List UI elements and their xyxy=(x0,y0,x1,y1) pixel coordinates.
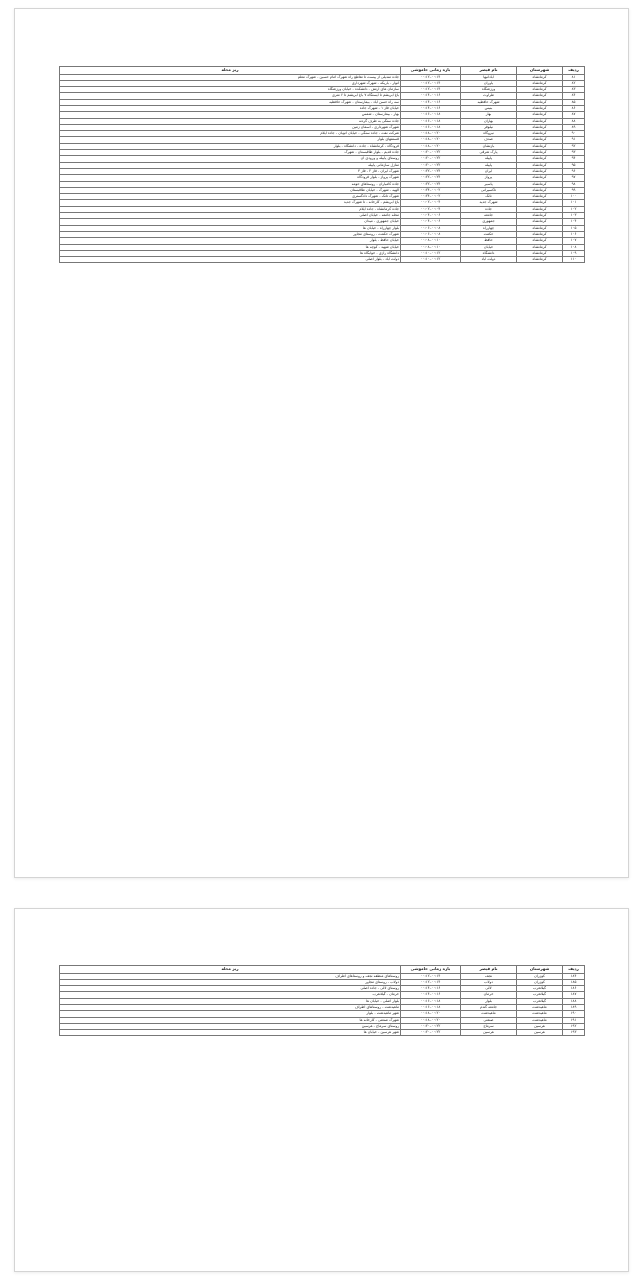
cell-time: ۰۰:۱۴–۰۰:۱۶ xyxy=(401,992,461,998)
cell-name: پاییله xyxy=(461,156,517,162)
cell-radif: ۸۷ xyxy=(563,112,585,118)
cell-radif: ۹۴ xyxy=(563,156,585,162)
cell-name: جامعه گندم xyxy=(461,1004,517,1010)
cell-desc: خیابان حافظ - بلوار xyxy=(60,238,401,244)
cell-time: ۰۰:۱۲–۰۰:۱۴ xyxy=(401,87,461,93)
cell-desc: دولت آباد - بلوار اصلی xyxy=(60,257,401,263)
cell-desc: روستاهای منطقه نجف و روستاهای اطراف xyxy=(60,973,401,979)
header-shahrestan: شهرستان xyxy=(517,966,563,974)
cell-shahrestan: کرمانشاه xyxy=(517,238,563,244)
cell-shahrestan: هرسین xyxy=(517,1030,563,1036)
cell-time: ۰۰:۱۸–۰۰:۲۰ xyxy=(401,143,461,149)
cell-name: بهار xyxy=(461,112,517,118)
cell-desc: شهرک تانک - شهرک دادگستری xyxy=(60,194,401,200)
cell-shahrestan: کرمانشاه xyxy=(517,250,563,256)
cell-time: ۰۰:۰۸–۰۰:۱۰ xyxy=(401,238,461,244)
cell-time: ۰۰:۲۲–۰۰:۲۴ xyxy=(401,181,461,187)
cell-name: حکمت xyxy=(461,231,517,237)
cell-shahrestan: کرمانشاه xyxy=(517,156,563,162)
header-time: بازه زمانی خاموشی xyxy=(401,67,461,75)
cell-name: نجف xyxy=(461,973,517,979)
cell-shahrestan: کرمانشاه xyxy=(517,143,563,149)
cell-radif: ۱۰۹ xyxy=(563,250,585,256)
cell-desc: خیابان فاز ۱ - شهرک جاده xyxy=(60,105,401,111)
cell-shahrestan: کرمانشاه xyxy=(517,124,563,130)
document-page-1 xyxy=(14,8,629,878)
table-body-2 xyxy=(60,973,585,1036)
cell-name: شهرک جدید xyxy=(461,200,517,206)
cell-radif: ۱۰۸ xyxy=(563,244,585,250)
cell-time: ۰۰:۰۲–۰۰:۰۴ xyxy=(401,200,461,206)
cell-name: حافظ xyxy=(461,238,517,244)
cell-shahrestan: کرمانشاه xyxy=(517,118,563,124)
cell-radif: ۹۵ xyxy=(563,162,585,168)
cell-time: ۰۰:۲۴–۰۰:۰۲ xyxy=(401,194,461,200)
table-header-row xyxy=(60,67,585,75)
cell-desc: روستای لالی - جاده اصلی xyxy=(60,986,401,992)
cell-radif: ۱۰۳ xyxy=(563,213,585,219)
cell-radif: ۸۲ xyxy=(563,80,585,86)
cell-shahrestan: ماهیدشت xyxy=(517,1011,563,1017)
header-shahrestan: شهرستان xyxy=(517,67,563,75)
cell-time: ۰۰:۲۰–۰۰:۲۲ xyxy=(401,162,461,168)
cell-shahrestan: کرمانشاه xyxy=(517,219,563,225)
cell-radif: ۱۹۰ xyxy=(563,1011,585,1017)
cell-shahrestan: کوزران xyxy=(517,979,563,985)
blackout-schedule-table-2 xyxy=(59,965,585,1036)
cell-shahrestan: کرمانشاه xyxy=(517,162,563,168)
cell-radif: ۱۱۰ xyxy=(563,257,585,263)
cell-desc: ماهیدشت - روستاهای اطراف xyxy=(60,1004,401,1010)
cell-radif: ۸۳ xyxy=(563,87,585,93)
cell-radif: ۸۵ xyxy=(563,99,585,105)
cell-name: پرواز xyxy=(461,175,517,181)
cell-desc: جاده مندیلی از پیست تا تقاطع راه شهرک امام حسین - شهرک معلم xyxy=(60,74,401,80)
cell-shahrestan: کرمانشاه xyxy=(517,137,563,143)
cell-shahrestan: کرمانشاه xyxy=(517,150,563,156)
cell-radif: ۱۹۳ xyxy=(563,1030,585,1036)
cell-desc: باغ ابریشم - کارخانه - تا شهرک جدید xyxy=(60,200,401,206)
cell-name: طراوت xyxy=(461,93,517,99)
cell-time: ۰۰:۱۶–۰۰:۱۸ xyxy=(401,1004,461,1010)
cell-time: ۰۰:۱۴–۰۰:۱۶ xyxy=(401,986,461,992)
table-row xyxy=(60,1030,585,1036)
cell-desc: قسمتهای بلوار xyxy=(60,137,401,143)
cell-radif: ۱۰۷ xyxy=(563,238,585,244)
cell-desc: جاده کامیاران - روستاهای حومه xyxy=(60,181,401,187)
cell-shahrestan: کرمانشاه xyxy=(517,131,563,137)
cell-name: تاکسیرانی xyxy=(461,187,517,193)
cell-shahrestan: کرمانشاه xyxy=(517,181,563,187)
header-radif: ردیف xyxy=(563,966,585,974)
header-name: نام قیصر xyxy=(461,67,517,75)
cell-name: ورزشگاه xyxy=(461,87,517,93)
cell-desc: فرودگاه - کرمانشاه - جاده - دانشگاه - بلوار xyxy=(60,143,401,149)
cell-desc: دولاب - روستای مجاور xyxy=(60,979,401,985)
cell-time: ۰۰:۱۲–۰۰:۱۴ xyxy=(401,74,461,80)
cell-shahrestan: کرمانشاه xyxy=(517,175,563,181)
cell-shahrestan: کرمانشاه xyxy=(517,200,563,206)
cell-desc: شهر هرسین - خیابان ها xyxy=(60,1030,401,1036)
cell-name: پاییله xyxy=(461,162,517,168)
cell-shahrestan: کرمانشاه xyxy=(517,99,563,105)
cell-radif: ۱۰۴ xyxy=(563,219,585,225)
cell-time: ۰۰:۱۶–۰۰:۱۸ xyxy=(401,124,461,130)
cell-desc: شهرک ایران - فاز ۲ - فاز ۳ xyxy=(60,168,401,174)
header-time: بازه زمانی خاموشی xyxy=(401,966,461,974)
cell-name: صدف xyxy=(461,137,517,143)
cell-name: تانک xyxy=(461,194,517,200)
cell-name: یاوران xyxy=(461,80,517,86)
cell-desc: روستای سرماج - هرسین xyxy=(60,1023,401,1029)
cell-radif: ۱۸۴ xyxy=(563,973,585,979)
cell-shahrestan: کرمانشاه xyxy=(517,225,563,231)
cell-desc: خیابان شهید - کوچه ها xyxy=(60,244,401,250)
cell-name: ماهیدشت xyxy=(461,1011,517,1017)
header-radif: ردیف xyxy=(563,67,585,75)
cell-time: ۰۰:۲۲–۰۰:۲۴ xyxy=(401,175,461,181)
cell-radif: ۱۰۶ xyxy=(563,231,585,237)
cell-shahrestan: کوزران xyxy=(517,973,563,979)
cell-radif: ۸۹ xyxy=(563,124,585,130)
cell-name: بلوار xyxy=(461,998,517,1004)
cell-time: ۰۰:۱۶–۰۰:۱۸ xyxy=(401,118,461,124)
header-desc: ریز محله xyxy=(60,67,401,75)
cell-name: دولت آباد xyxy=(461,257,517,263)
cell-radif: ۹۳ xyxy=(563,150,585,156)
cell-desc: باغ ابریشم تا ایستگاه ۷ باغ ابریشم تا ۶ متری xyxy=(60,93,401,99)
table-header-row xyxy=(60,966,585,974)
cell-shahrestan: کرمانشاه xyxy=(517,213,563,219)
blackout-schedule-table-1 xyxy=(59,66,585,263)
cell-radif: ۱۸۹ xyxy=(563,1004,585,1010)
cell-desc: شهرک پرواز - بلوار فرودگاه xyxy=(60,175,401,181)
cell-desc: جاده قدیم - بلوار طاقبستان - شهرک xyxy=(60,150,401,156)
cell-name: نیروگاه xyxy=(461,131,517,137)
cell-desc: جاده سنگی به طرف گردنه xyxy=(60,118,401,124)
cell-desc: سه راه حسن آباد - بیمارستان - شهرک حافظیه xyxy=(60,99,401,105)
cell-desc: انوار - باریکه - شهرک شهرداری xyxy=(60,80,401,86)
cell-time: ۰۰:۱۰–۰۰:۱۲ xyxy=(401,250,461,256)
cell-shahrestan: گیلانغرب xyxy=(517,992,563,998)
cell-desc: محله جامعه - خیابان اصلی xyxy=(60,213,401,219)
cell-desc: بلوار اصلی - خیابان ها xyxy=(60,998,401,1004)
cell-shahrestan: کرمانشاه xyxy=(517,74,563,80)
cell-shahrestan: کرمانشاه xyxy=(517,231,563,237)
cell-desc: بلوار چهارراه - خیابان ها xyxy=(60,225,401,231)
cell-name: دانشگاه xyxy=(461,250,517,256)
cell-time: ۰۰:۰۴–۰۰:۰۶ xyxy=(401,213,461,219)
cell-time: ۰۰:۱۴–۰۰:۱۶ xyxy=(401,105,461,111)
cell-radif: ۱۹۱ xyxy=(563,1017,585,1023)
cell-time: ۰۰:۰۲–۰۰:۰۴ xyxy=(401,206,461,212)
cell-desc: شهر ماهیدشت - بلوار xyxy=(60,1011,401,1017)
cell-radif: ۹۰ xyxy=(563,131,585,137)
cell-radif: ۱۸۶ xyxy=(563,986,585,992)
cell-radif: ۹۶ xyxy=(563,168,585,174)
cell-desc: خیابان جمهوری - میدان xyxy=(60,219,401,225)
cell-desc: روستای پاییله و ورودی آن xyxy=(60,156,401,162)
cell-shahrestan: کرمانشاه xyxy=(517,105,563,111)
cell-radif: ۸۴ xyxy=(563,93,585,99)
cell-name: جامعه xyxy=(461,213,517,219)
cell-time: ۰۰:۲۰–۰۰:۲۲ xyxy=(401,1030,461,1036)
cell-time: ۰۰:۱۸–۰۰:۲۰ xyxy=(401,137,461,143)
cell-radif: ۸۸ xyxy=(563,118,585,124)
cell-desc: شهرک صنعتی - کارخانه ها xyxy=(60,1017,401,1023)
cell-shahrestan: کرمانشاه xyxy=(517,87,563,93)
cell-shahrestan: کرمانشاه xyxy=(517,80,563,86)
table-body-1 xyxy=(60,74,585,263)
cell-radif: ۱۰۰ xyxy=(563,194,585,200)
cell-desc: منازل سازمانی پاییله xyxy=(60,162,401,168)
cell-radif: ۹۱ xyxy=(563,137,585,143)
cell-time: ۰۰:۲۰–۰۰:۲۲ xyxy=(401,1023,461,1029)
cell-time: ۰۰:۱۴–۰۰:۱۶ xyxy=(401,99,461,105)
cell-time: ۰۰:۰۶–۰۰:۰۸ xyxy=(401,225,461,231)
cell-shahrestan: کرمانشاه xyxy=(517,244,563,250)
cell-shahrestan: کرمانشاه xyxy=(517,257,563,263)
cell-name: ایران xyxy=(461,168,517,174)
cell-radif: ۸۱ xyxy=(563,74,585,80)
cell-time: ۰۰:۱۴–۰۰:۱۶ xyxy=(401,93,461,99)
cell-desc: خرمان - گیلانغرب xyxy=(60,992,401,998)
cell-shahrestan: کرمانشاه xyxy=(517,206,563,212)
cell-radif: ۹۹ xyxy=(563,187,585,193)
cell-time: ۰۰:۱۲–۰۰:۱۴ xyxy=(401,979,461,985)
cell-name: جاده xyxy=(461,206,517,212)
cell-time: ۰۰:۱۸–۰۰:۲۰ xyxy=(401,131,461,137)
cell-shahrestan: کرمانشاه xyxy=(517,194,563,200)
header-desc: ریز محله xyxy=(60,966,401,974)
table-row xyxy=(60,257,585,263)
cell-name: بهاران xyxy=(461,118,517,124)
cell-time: ۰۰:۱۲–۰۰:۱۴ xyxy=(401,973,461,979)
cell-radif: ۹۲ xyxy=(563,143,585,149)
cell-radif: ۱۰۲ xyxy=(563,206,585,212)
cell-radif: ۸۶ xyxy=(563,105,585,111)
cell-shahrestan: کرمانشاه xyxy=(517,112,563,118)
cell-radif: ۹۸ xyxy=(563,181,585,187)
cell-time: ۰۰:۲۴–۰۰:۰۲ xyxy=(401,187,461,193)
cell-name: دولاب xyxy=(461,979,517,985)
cell-name: خیابان xyxy=(461,244,517,250)
cell-shahrestan: ماهیدشت xyxy=(517,1004,563,1010)
cell-shahrestan: ماهیدشت xyxy=(517,1017,563,1023)
cell-radif: ۱۸۸ xyxy=(563,998,585,1004)
cell-name: سرماج xyxy=(461,1023,517,1029)
cell-radif: ۱۸۵ xyxy=(563,979,585,985)
cell-name: بنیس xyxy=(461,105,517,111)
cell-desc: شهرک شهرداری - آسمان زمین xyxy=(60,124,401,130)
cell-radif: ۱۰۱ xyxy=(563,200,585,206)
cell-name: جمهوری xyxy=(461,219,517,225)
cell-desc: بهار - بیمارستان - شمس xyxy=(60,112,401,118)
cell-name: لالی xyxy=(461,986,517,992)
cell-shahrestan: گیلانغرب xyxy=(517,986,563,992)
cell-radif: ۱۹۲ xyxy=(563,1023,585,1029)
cell-time: ۰۰:۱۰–۰۰:۱۲ xyxy=(401,257,461,263)
cell-shahrestan: کرمانشاه xyxy=(517,168,563,174)
cell-name: هرسین xyxy=(461,1030,517,1036)
document-page-2 xyxy=(14,908,629,1272)
cell-desc: الهیه - شهرک - خیابان طاقبستان xyxy=(60,187,401,193)
cell-time: ۰۰:۰۸–۰۰:۱۰ xyxy=(401,244,461,250)
cell-time: ۰۰:۰۶–۰۰:۰۸ xyxy=(401,231,461,237)
cell-desc: سازمان های ارتش - دانشکده - خیابان ورزشگاه xyxy=(60,87,401,93)
cell-name: چهارراه xyxy=(461,225,517,231)
cell-time: ۰۰:۲۰–۰۰:۲۲ xyxy=(401,150,461,156)
cell-name: بازنشان xyxy=(461,143,517,149)
cell-time: ۰۰:۲۲–۰۰:۲۴ xyxy=(401,168,461,174)
cell-name: شهرک حافظیه xyxy=(461,99,517,105)
cell-shahrestan: گیلانغرب xyxy=(517,998,563,1004)
header-name: نام قیصر xyxy=(461,966,517,974)
cell-time: ۰۰:۱۲–۰۰:۱۴ xyxy=(401,80,461,86)
cell-time: ۰۰:۰۴–۰۰:۰۶ xyxy=(401,219,461,225)
cell-desc: شرکت نفت - جاده سنگی - خیابان اتوبان - جاده ایلام xyxy=(60,131,401,137)
cell-shahrestan: کرمانشاه xyxy=(517,93,563,99)
cell-name: پارک شرقی xyxy=(461,150,517,156)
cell-radif: ۱۸۷ xyxy=(563,992,585,998)
cell-time: ۰۰:۱۶–۰۰:۱۸ xyxy=(401,998,461,1004)
cell-name: نیلوفر xyxy=(461,124,517,130)
cell-time: ۰۰:۱۶–۰۰:۱۸ xyxy=(401,112,461,118)
cell-shahrestan: کرمانشاه xyxy=(517,187,563,193)
cell-time: ۰۰:۱۸–۰۰:۲۰ xyxy=(401,1011,461,1017)
cell-radif: ۹۷ xyxy=(563,175,585,181)
cell-time: ۰۰:۲۰–۰۰:۲۲ xyxy=(401,156,461,162)
cell-radif: ۱۰۵ xyxy=(563,225,585,231)
cell-name: آبادانیها xyxy=(461,74,517,80)
cell-desc: دانشگاه رازی - خوابگاه ها xyxy=(60,250,401,256)
cell-name: پاسیر xyxy=(461,181,517,187)
cell-desc: شهرک حکمت - روستای مجاور xyxy=(60,231,401,237)
cell-name: صنعتی xyxy=(461,1017,517,1023)
cell-desc: جاده کرمانشاه - جاده ایلام xyxy=(60,206,401,212)
cell-name: خرمان xyxy=(461,992,517,998)
cell-shahrestan: هرسین xyxy=(517,1023,563,1029)
cell-time: ۰۰:۱۸–۰۰:۲۰ xyxy=(401,1017,461,1023)
